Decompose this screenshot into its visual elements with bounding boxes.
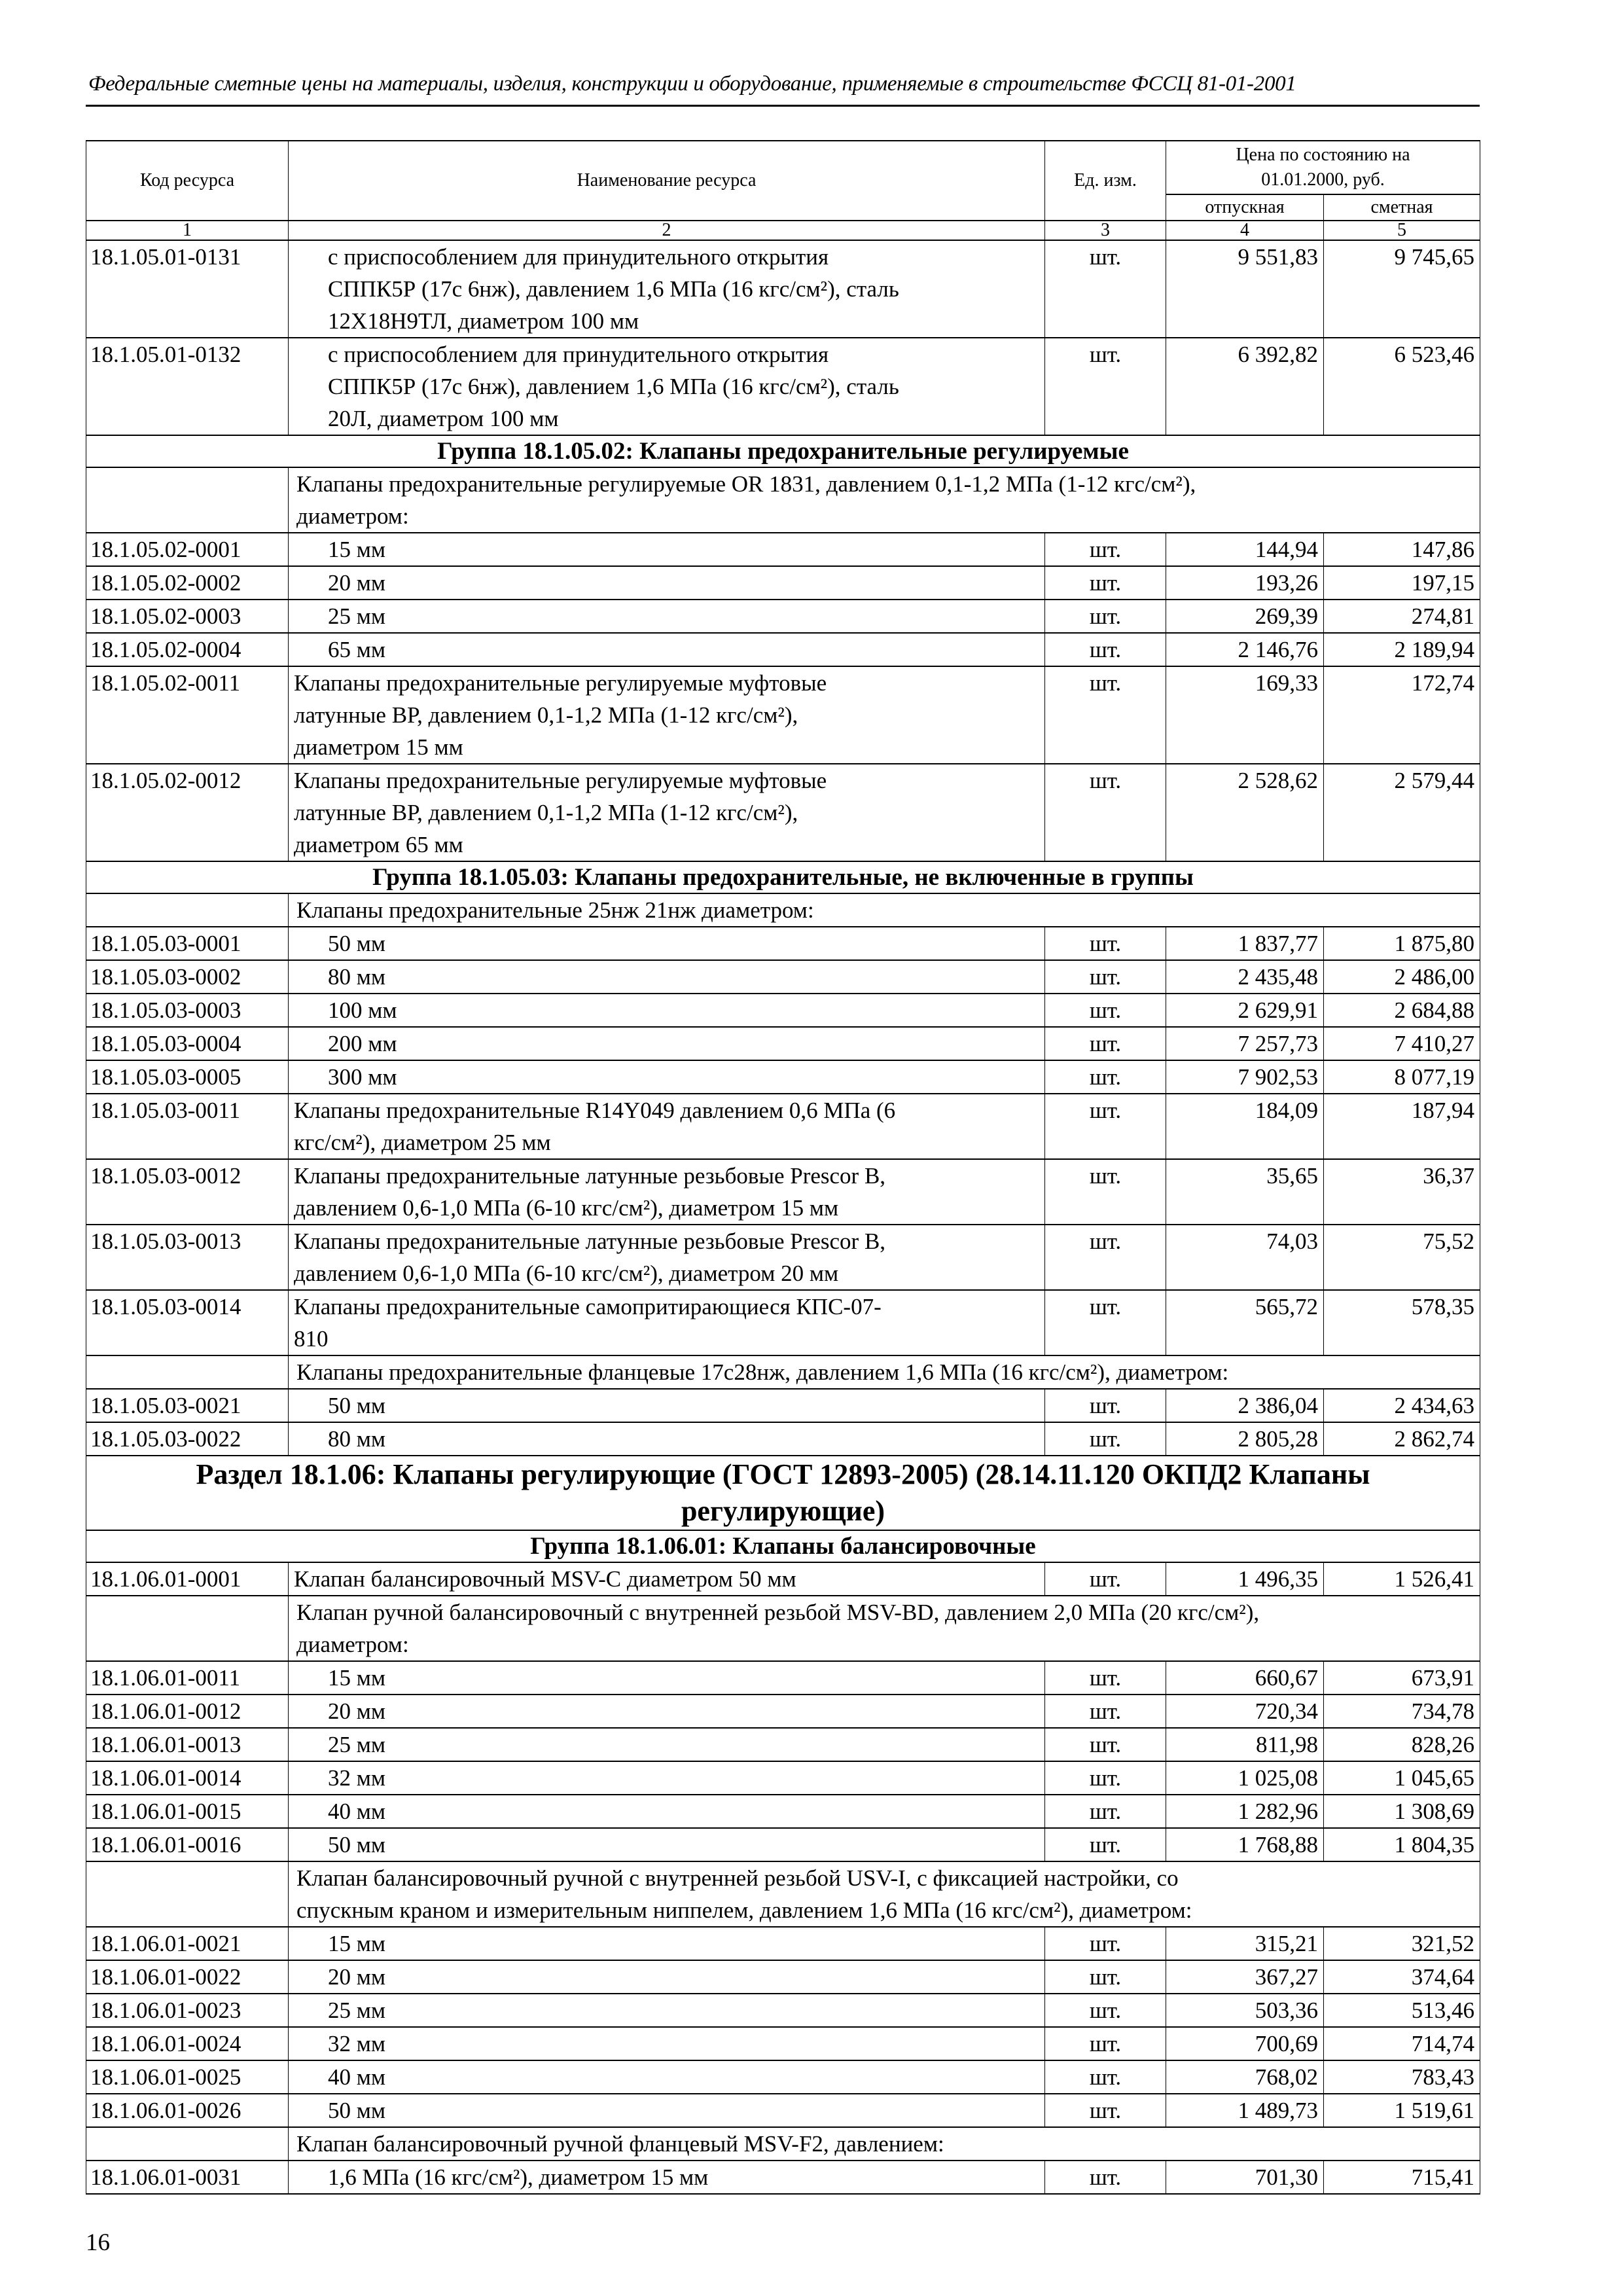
table-row bbox=[86, 960, 1480, 994]
unit: шт. bbox=[1045, 1422, 1166, 1456]
resource-name: 50 мм bbox=[289, 2094, 1045, 2127]
resource-code: 18.1.06.01-0015 bbox=[86, 1795, 289, 1828]
release-price: 35,65 bbox=[1166, 1159, 1324, 1225]
subgroup-description-row bbox=[86, 467, 1480, 533]
header-unit: Ед. изм. bbox=[1045, 141, 1166, 221]
table-row bbox=[86, 566, 1480, 600]
table-row bbox=[86, 633, 1480, 666]
resource-name: Клапаны предохранительные латунные резьбовые Prescor B, давлением 0,6-1,0 МПа (6-10 кгс/см²), диаметром 15 мм bbox=[289, 1159, 1045, 1225]
resource-code: 18.1.05.03-0003 bbox=[86, 994, 289, 1027]
release-price: 2 528,62 bbox=[1166, 764, 1324, 861]
resource-name: 25 мм bbox=[289, 1728, 1045, 1761]
resource-code: 18.1.05.03-0022 bbox=[86, 1422, 289, 1456]
header-code: Код ресурса bbox=[86, 141, 289, 221]
unit: шт. bbox=[1045, 1060, 1166, 1094]
resource-code: 18.1.06.01-0021 bbox=[86, 1927, 289, 1960]
unit: шт. bbox=[1045, 338, 1166, 435]
resource-code: 18.1.05.03-0012 bbox=[86, 1159, 289, 1225]
release-price: 184,09 bbox=[1166, 1094, 1324, 1159]
unit: шт. bbox=[1045, 2060, 1166, 2094]
estimate-price: 1 526,41 bbox=[1324, 1562, 1480, 1596]
resource-name: 25 мм bbox=[289, 600, 1045, 633]
col-number: 5 bbox=[1324, 221, 1480, 240]
release-price: 503,36 bbox=[1166, 1994, 1324, 2027]
estimate-price: 172,74 bbox=[1324, 666, 1480, 764]
unit: шт. bbox=[1045, 600, 1166, 633]
unit: шт. bbox=[1045, 1389, 1166, 1422]
estimate-price: 1 519,61 bbox=[1324, 2094, 1480, 2127]
estimate-price: 9 745,65 bbox=[1324, 240, 1480, 338]
resource-name: 65 мм bbox=[289, 633, 1045, 666]
resource-code: 18.1.06.01-0014 bbox=[86, 1761, 289, 1795]
table-row bbox=[86, 2060, 1480, 2094]
group-heading: Группа 18.1.05.02: Клапаны предохранительные регулируемые bbox=[86, 435, 1480, 467]
resource-name: 50 мм bbox=[289, 927, 1045, 960]
resource-code: 18.1.06.01-0024 bbox=[86, 2027, 289, 2060]
unit: шт. bbox=[1045, 1661, 1166, 1695]
table-row bbox=[86, 1225, 1480, 1290]
estimate-price: 828,26 bbox=[1324, 1728, 1480, 1761]
release-price: 193,26 bbox=[1166, 566, 1324, 600]
resource-name: Клапаны предохранительные самопритирающиеся КПС-07- 810 bbox=[289, 1290, 1045, 1355]
table-row bbox=[86, 666, 1480, 764]
resource-code: 18.1.06.01-0022 bbox=[86, 1960, 289, 1994]
resource-code: 18.1.05.03-0021 bbox=[86, 1389, 289, 1422]
resource-name: 25 мм bbox=[289, 1994, 1045, 2027]
resource-name: 1,6 МПа (16 кгс/см²), диаметром 15 мм bbox=[289, 2161, 1045, 2194]
release-price: 660,67 bbox=[1166, 1661, 1324, 1695]
group-heading: Группа 18.1.05.03: Клапаны предохранительные, не включенные в группы bbox=[86, 861, 1480, 893]
estimate-price: 374,64 bbox=[1324, 1960, 1480, 1994]
resource-name: с приспособлением для принудительного открытия СППК5Р (17с 6нж), давлением 1,6 МПа (16 кгс/см²), сталь 12Х18Н9ТЛ, диаметром 100 мм bbox=[289, 240, 1045, 338]
unit: шт. bbox=[1045, 240, 1166, 338]
table-row bbox=[86, 1027, 1480, 1060]
release-price: 2 805,28 bbox=[1166, 1422, 1324, 1456]
group-heading-row bbox=[86, 1530, 1480, 1562]
table-row bbox=[86, 533, 1480, 566]
price-table bbox=[86, 140, 1480, 2195]
resource-name: 200 мм bbox=[289, 1027, 1045, 1060]
table-row bbox=[86, 338, 1480, 435]
release-price: 269,39 bbox=[1166, 600, 1324, 633]
resource-name: 50 мм bbox=[289, 1828, 1045, 1861]
resource-code: 18.1.06.01-0023 bbox=[86, 1994, 289, 2027]
table-row bbox=[86, 240, 1480, 338]
release-price: 701,30 bbox=[1166, 2161, 1324, 2194]
resource-name: 80 мм bbox=[289, 960, 1045, 994]
group-heading-row bbox=[86, 861, 1480, 893]
estimate-price: 147,86 bbox=[1324, 533, 1480, 566]
resource-name: 40 мм bbox=[289, 1795, 1045, 1828]
unit: шт. bbox=[1045, 2094, 1166, 2127]
resource-name: Клапаны предохранительные R14Y049 давлением 0,6 МПа (6 кгс/см²), диаметром 25 мм bbox=[289, 1094, 1045, 1159]
table-row bbox=[86, 1761, 1480, 1795]
release-price: 2 146,76 bbox=[1166, 633, 1324, 666]
header-name: Наименование ресурса bbox=[289, 141, 1045, 221]
resource-code: 18.1.05.03-0013 bbox=[86, 1225, 289, 1290]
unit: шт. bbox=[1045, 1094, 1166, 1159]
resource-code: 18.1.05.03-0004 bbox=[86, 1027, 289, 1060]
table-row bbox=[86, 1661, 1480, 1695]
estimate-price: 1 804,35 bbox=[1324, 1828, 1480, 1861]
resource-code: 18.1.05.01-0131 bbox=[86, 240, 289, 338]
table-row bbox=[86, 2161, 1480, 2194]
unit: шт. bbox=[1045, 960, 1166, 994]
estimate-price: 1 875,80 bbox=[1324, 927, 1480, 960]
resource-name: 80 мм bbox=[289, 1422, 1045, 1456]
release-price: 9 551,83 bbox=[1166, 240, 1324, 338]
resource-name: Клапаны предохранительные регулируемые муфтовые латунные ВР, давлением 0,1-1,2 МПа (1-12 кгс/см²), диаметром 15 мм bbox=[289, 666, 1045, 764]
table-row bbox=[86, 1290, 1480, 1355]
unit: шт. bbox=[1045, 1290, 1166, 1355]
release-price: 811,98 bbox=[1166, 1728, 1324, 1761]
unit: шт. bbox=[1045, 566, 1166, 600]
estimate-price: 2 862,74 bbox=[1324, 1422, 1480, 1456]
estimate-price: 197,15 bbox=[1324, 566, 1480, 600]
release-price: 7 902,53 bbox=[1166, 1060, 1324, 1094]
resource-name: 20 мм bbox=[289, 566, 1045, 600]
unit: шт. bbox=[1045, 1728, 1166, 1761]
table-row bbox=[86, 764, 1480, 861]
release-price: 700,69 bbox=[1166, 2027, 1324, 2060]
col-number: 2 bbox=[289, 221, 1045, 240]
release-price: 720,34 bbox=[1166, 1695, 1324, 1728]
unit: шт. bbox=[1045, 1828, 1166, 1861]
subgroup-description-row bbox=[86, 1861, 1480, 1927]
col-number: 3 bbox=[1045, 221, 1166, 240]
release-price: 565,72 bbox=[1166, 1290, 1324, 1355]
estimate-price: 321,52 bbox=[1324, 1927, 1480, 1960]
empty-code-cell bbox=[86, 2127, 289, 2161]
estimate-price: 513,46 bbox=[1324, 1994, 1480, 2027]
release-price: 169,33 bbox=[1166, 666, 1324, 764]
release-price: 6 392,82 bbox=[1166, 338, 1324, 435]
estimate-price: 715,41 bbox=[1324, 2161, 1480, 2194]
release-price: 1 282,96 bbox=[1166, 1795, 1324, 1828]
resource-code: 18.1.06.01-0011 bbox=[86, 1661, 289, 1695]
estimate-price: 8 077,19 bbox=[1324, 1060, 1480, 1094]
estimate-price: 2 434,63 bbox=[1324, 1389, 1480, 1422]
subgroup-description: Клапан балансировочный ручной фланцевый MSV-F2, давлением: bbox=[289, 2127, 1480, 2161]
resource-code: 18.1.06.01-0012 bbox=[86, 1695, 289, 1728]
unit: шт. bbox=[1045, 633, 1166, 666]
resource-name: 20 мм bbox=[289, 1695, 1045, 1728]
estimate-price: 75,52 bbox=[1324, 1225, 1480, 1290]
page-number: 16 bbox=[86, 2229, 110, 2256]
unit: шт. bbox=[1045, 994, 1166, 1027]
unit: шт. bbox=[1045, 1960, 1166, 1994]
unit: шт. bbox=[1045, 1795, 1166, 1828]
estimate-price: 2 684,88 bbox=[1324, 994, 1480, 1027]
subgroup-description: Клапан ручной балансировочный с внутренней резьбой MSV-BD, давлением 2,0 МПа (20 кгс/см²), диаметром: bbox=[289, 1596, 1480, 1661]
table-row bbox=[86, 1695, 1480, 1728]
table-body bbox=[86, 240, 1480, 2194]
release-price: 1 837,77 bbox=[1166, 927, 1324, 960]
unit: шт. bbox=[1045, 1159, 1166, 1225]
resource-name: 15 мм bbox=[289, 1661, 1045, 1695]
release-price: 1 489,73 bbox=[1166, 2094, 1324, 2127]
group-heading: Группа 18.1.06.01: Клапаны балансировочные bbox=[86, 1530, 1480, 1562]
unit: шт. bbox=[1045, 927, 1166, 960]
table-row bbox=[86, 1389, 1480, 1422]
unit: шт. bbox=[1045, 1761, 1166, 1795]
header-price: Цена по состоянию на 01.01.2000, руб. bbox=[1166, 141, 1480, 194]
subgroup-description-row bbox=[86, 1596, 1480, 1661]
estimate-price: 2 486,00 bbox=[1324, 960, 1480, 994]
estimate-price: 6 523,46 bbox=[1324, 338, 1480, 435]
empty-code-cell bbox=[86, 1355, 289, 1389]
release-price: 768,02 bbox=[1166, 2060, 1324, 2094]
unit: шт. bbox=[1045, 2027, 1166, 2060]
unit: шт. bbox=[1045, 2161, 1166, 2194]
table-row bbox=[86, 1994, 1480, 2027]
col-number: 1 bbox=[86, 221, 289, 240]
subgroup-description-row bbox=[86, 1355, 1480, 1389]
header-estimate-price: сметная bbox=[1324, 194, 1480, 221]
table-row bbox=[86, 1828, 1480, 1861]
estimate-price: 7 410,27 bbox=[1324, 1027, 1480, 1060]
resource-name: Клапан балансировочный MSV-C диаметром 50 мм bbox=[289, 1562, 1045, 1596]
resource-name: 15 мм bbox=[289, 533, 1045, 566]
subgroup-description-row bbox=[86, 893, 1480, 927]
unit: шт. bbox=[1045, 1027, 1166, 1060]
resource-code: 18.1.06.01-0026 bbox=[86, 2094, 289, 2127]
header-rule bbox=[86, 105, 1480, 107]
resource-name: 15 мм bbox=[289, 1927, 1045, 1960]
table-row bbox=[86, 1960, 1480, 1994]
resource-code: 18.1.05.03-0014 bbox=[86, 1290, 289, 1355]
unit: шт. bbox=[1045, 1225, 1166, 1290]
unit: шт. bbox=[1045, 533, 1166, 566]
release-price: 1 496,35 bbox=[1166, 1562, 1324, 1596]
resource-code: 18.1.05.02-0011 bbox=[86, 666, 289, 764]
resource-code: 18.1.05.02-0001 bbox=[86, 533, 289, 566]
table-row bbox=[86, 1728, 1480, 1761]
subgroup-description: Клапан балансировочный ручной с внутренней резьбой USV-I, с фиксацией настройки, со спускным краном и измерительным ниппелем, давлением 1,6 МПа (16 кгс/см²), диаметром: bbox=[289, 1861, 1480, 1927]
table-row bbox=[86, 927, 1480, 960]
release-price: 315,21 bbox=[1166, 1927, 1324, 1960]
resource-code: 18.1.06.01-0031 bbox=[86, 2161, 289, 2194]
col-number: 4 bbox=[1166, 221, 1324, 240]
release-price: 74,03 bbox=[1166, 1225, 1324, 1290]
empty-code-cell bbox=[86, 1861, 289, 1927]
table-row bbox=[86, 1159, 1480, 1225]
resource-code: 18.1.06.01-0001 bbox=[86, 1562, 289, 1596]
unit: шт. bbox=[1045, 1562, 1166, 1596]
subgroup-description: Клапаны предохранительные регулируемые OR 1831, давлением 0,1-1,2 МПа (1-12 кгс/см²), диаметром: bbox=[289, 467, 1480, 533]
table-row bbox=[86, 2027, 1480, 2060]
resource-code: 18.1.05.03-0011 bbox=[86, 1094, 289, 1159]
resource-code: 18.1.05.02-0004 bbox=[86, 633, 289, 666]
section-heading-row bbox=[86, 1456, 1480, 1530]
estimate-price: 2 579,44 bbox=[1324, 764, 1480, 861]
release-price: 2 435,48 bbox=[1166, 960, 1324, 994]
estimate-price: 2 189,94 bbox=[1324, 633, 1480, 666]
release-price: 2 629,91 bbox=[1166, 994, 1324, 1027]
release-price: 144,94 bbox=[1166, 533, 1324, 566]
table-row bbox=[86, 1562, 1480, 1596]
table-row bbox=[86, 600, 1480, 633]
table-row bbox=[86, 1422, 1480, 1456]
release-price: 1 025,08 bbox=[1166, 1761, 1324, 1795]
resource-code: 18.1.05.03-0002 bbox=[86, 960, 289, 994]
resource-code: 18.1.05.02-0002 bbox=[86, 566, 289, 600]
resource-name: 32 мм bbox=[289, 1761, 1045, 1795]
resource-name: 100 мм bbox=[289, 994, 1045, 1027]
empty-code-cell bbox=[86, 467, 289, 533]
estimate-price: 578,35 bbox=[1324, 1290, 1480, 1355]
release-price: 2 386,04 bbox=[1166, 1389, 1324, 1422]
table-row bbox=[86, 1927, 1480, 1960]
unit: шт. bbox=[1045, 1994, 1166, 2027]
estimate-price: 1 308,69 bbox=[1324, 1795, 1480, 1828]
estimate-price: 673,91 bbox=[1324, 1661, 1480, 1695]
estimate-price: 187,94 bbox=[1324, 1094, 1480, 1159]
estimate-price: 734,78 bbox=[1324, 1695, 1480, 1728]
subgroup-description: Клапаны предохранительные фланцевые 17с28нж, давлением 1,6 МПа (16 кгс/см²), диаметром: bbox=[289, 1355, 1480, 1389]
resource-code: 18.1.05.03-0005 bbox=[86, 1060, 289, 1094]
resource-name: Клапаны предохранительные регулируемые муфтовые латунные ВР, давлением 0,1-1,2 МПа (1-12 кгс/см²), диаметром 65 мм bbox=[289, 764, 1045, 861]
resource-code: 18.1.06.01-0025 bbox=[86, 2060, 289, 2094]
table-row bbox=[86, 1060, 1480, 1094]
estimate-price: 714,74 bbox=[1324, 2027, 1480, 2060]
resource-code: 18.1.05.01-0132 bbox=[86, 338, 289, 435]
estimate-price: 783,43 bbox=[1324, 2060, 1480, 2094]
empty-code-cell bbox=[86, 893, 289, 927]
release-price: 367,27 bbox=[1166, 1960, 1324, 1994]
estimate-price: 36,37 bbox=[1324, 1159, 1480, 1225]
table-row bbox=[86, 2094, 1480, 2127]
table-row bbox=[86, 1094, 1480, 1159]
unit: шт. bbox=[1045, 764, 1166, 861]
resource-name: Клапаны предохранительные латунные резьбовые Prescor B, давлением 0,6-1,0 МПа (6-10 кгс/см²), диаметром 20 мм bbox=[289, 1225, 1045, 1290]
estimate-price: 1 045,65 bbox=[1324, 1761, 1480, 1795]
subgroup-description-row bbox=[86, 2127, 1480, 2161]
resource-code: 18.1.05.03-0001 bbox=[86, 927, 289, 960]
release-price: 7 257,73 bbox=[1166, 1027, 1324, 1060]
table-row bbox=[86, 994, 1480, 1027]
resource-name: 32 мм bbox=[289, 2027, 1045, 2060]
resource-name: 40 мм bbox=[289, 2060, 1045, 2094]
unit: шт. bbox=[1045, 1695, 1166, 1728]
header-release-price: отпускная bbox=[1166, 194, 1324, 221]
resource-name: с приспособлением для принудительного открытия СППК5Р (17с 6нж), давлением 1,6 МПа (16 кгс/см²), сталь 20Л, диаметром 100 мм bbox=[289, 338, 1045, 435]
unit: шт. bbox=[1045, 1927, 1166, 1960]
resource-code: 18.1.06.01-0013 bbox=[86, 1728, 289, 1761]
resource-name: 300 мм bbox=[289, 1060, 1045, 1094]
estimate-price: 274,81 bbox=[1324, 600, 1480, 633]
group-heading-row bbox=[86, 435, 1480, 467]
resource-code: 18.1.06.01-0016 bbox=[86, 1828, 289, 1861]
resource-code: 18.1.05.02-0012 bbox=[86, 764, 289, 861]
resource-name: 20 мм bbox=[289, 1960, 1045, 1994]
section-heading: Раздел 18.1.06: Клапаны регулирующие (ГОСТ 12893-2005) (28.14.11.120 ОКПД2 Клапаны регулирующие) bbox=[86, 1456, 1480, 1530]
release-price: 1 768,88 bbox=[1166, 1828, 1324, 1861]
resource-name: 50 мм bbox=[289, 1389, 1045, 1422]
resource-code: 18.1.05.02-0003 bbox=[86, 600, 289, 633]
subgroup-description: Клапаны предохранительные 25нж 21нж диаметром: bbox=[289, 893, 1480, 927]
empty-code-cell bbox=[86, 1596, 289, 1661]
running-header: Федеральные сметные цены на материалы, изделия, конструкции и оборудование, применяемые в строительстве ФССЦ 81-01-2001 bbox=[88, 72, 1296, 96]
unit: шт. bbox=[1045, 666, 1166, 764]
table-row bbox=[86, 1795, 1480, 1828]
